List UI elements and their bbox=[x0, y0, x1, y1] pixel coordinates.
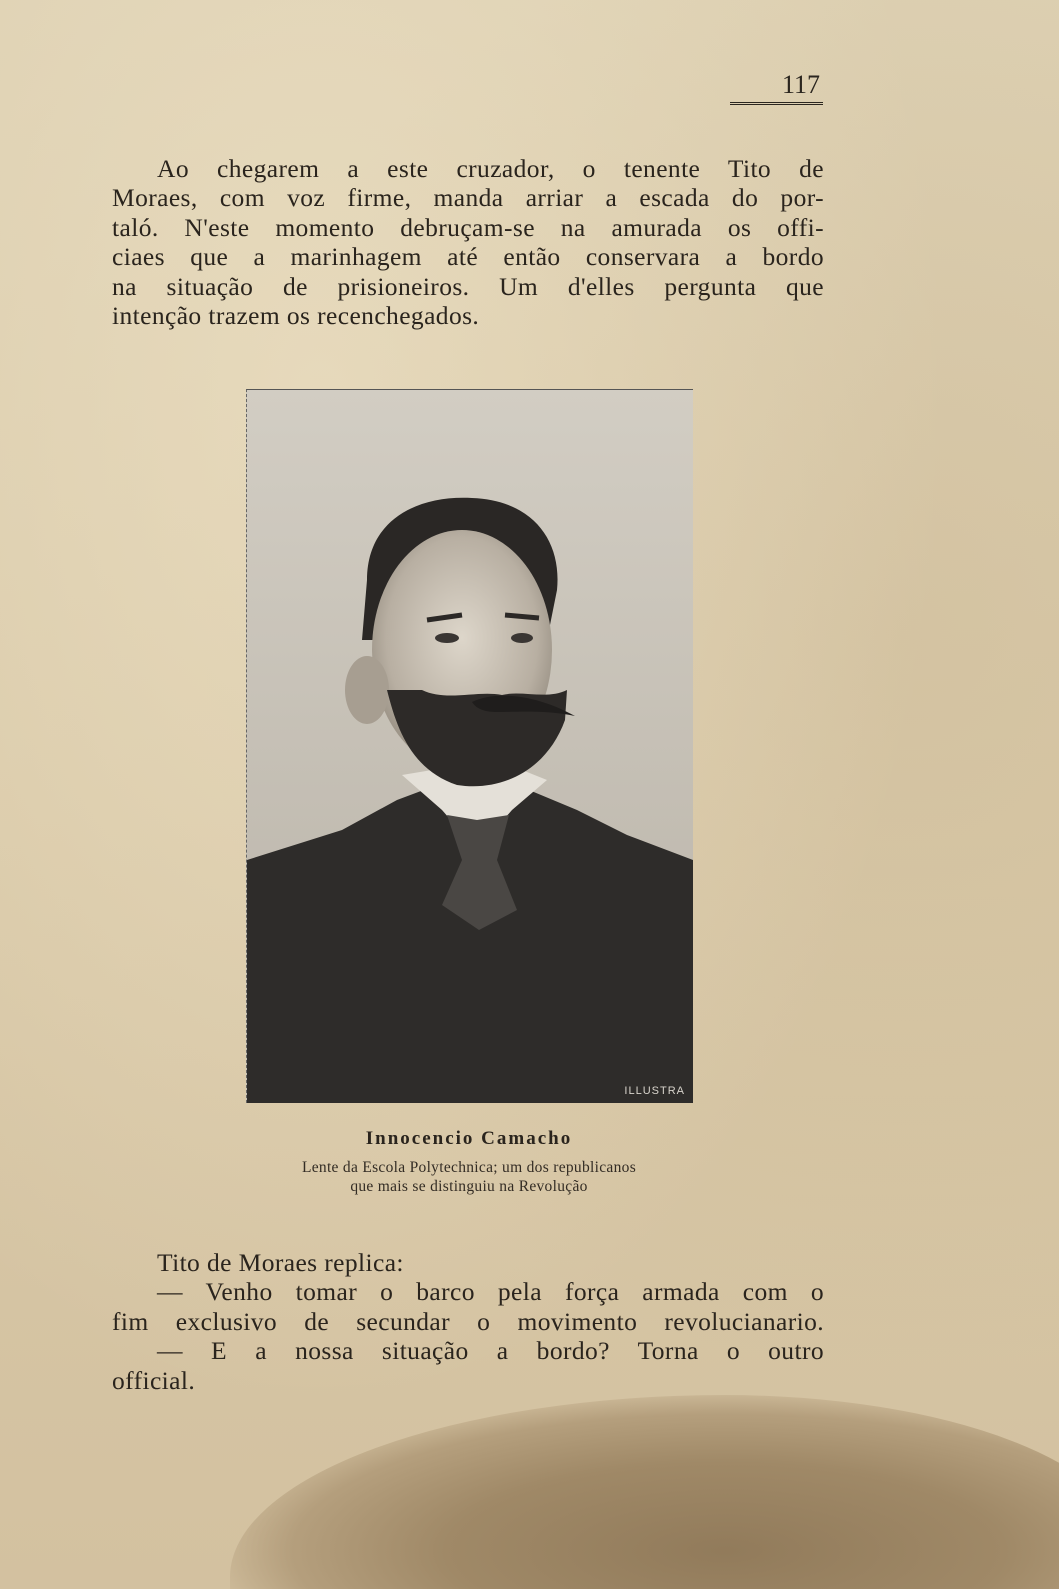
caption-line: Lente da Escola Polytechnica; um dos republicanos bbox=[301, 1159, 637, 1176]
eyebrow bbox=[505, 615, 539, 618]
page-number: 117 bbox=[781, 70, 820, 99]
portrait-image bbox=[247, 390, 693, 1103]
text-line: Ao chegarem a este cruzador, o tenente Tito de bbox=[157, 154, 824, 183]
eye bbox=[435, 633, 459, 643]
caption-name: Innocencio Camacho bbox=[365, 1128, 573, 1149]
text-line: — E a nossa situação a bordo? Torna o outro bbox=[157, 1336, 824, 1366]
page-number-rule bbox=[730, 102, 823, 105]
eye bbox=[511, 633, 533, 643]
caption-line: que mais se distinguiu na Revolução bbox=[350, 1178, 588, 1195]
photo-signature: ILLUSTRA bbox=[624, 1085, 685, 1097]
water-stain bbox=[230, 1395, 1059, 1589]
text-line: ciaes que a marinhagem até então conservara a bordo bbox=[112, 242, 824, 272]
text-line: intenção trazem os recenchegados. bbox=[112, 300, 480, 330]
caption-description bbox=[236, 1158, 702, 1196]
text-line: — Venho tomar o barco pela força armada com o bbox=[157, 1277, 824, 1307]
ear bbox=[345, 656, 389, 724]
paragraph-1 bbox=[112, 154, 824, 330]
text-line: official. bbox=[112, 1365, 196, 1395]
text-line: Moraes, com voz firme, manda arriar a escada do por- bbox=[112, 183, 824, 213]
text-line: fim exclusivo de secundar o movimento revolucianario. bbox=[112, 1306, 824, 1336]
paragraph-2 bbox=[112, 1248, 824, 1395]
text-line: taló. N'este momento debruçam-se na amurada os offi- bbox=[112, 212, 824, 242]
text-line: Tito de Moraes replica: bbox=[157, 1248, 404, 1277]
text-line: na situação de prisioneiros. Um d'elles pergunta que bbox=[112, 271, 824, 301]
portrait-photograph bbox=[246, 389, 693, 1103]
